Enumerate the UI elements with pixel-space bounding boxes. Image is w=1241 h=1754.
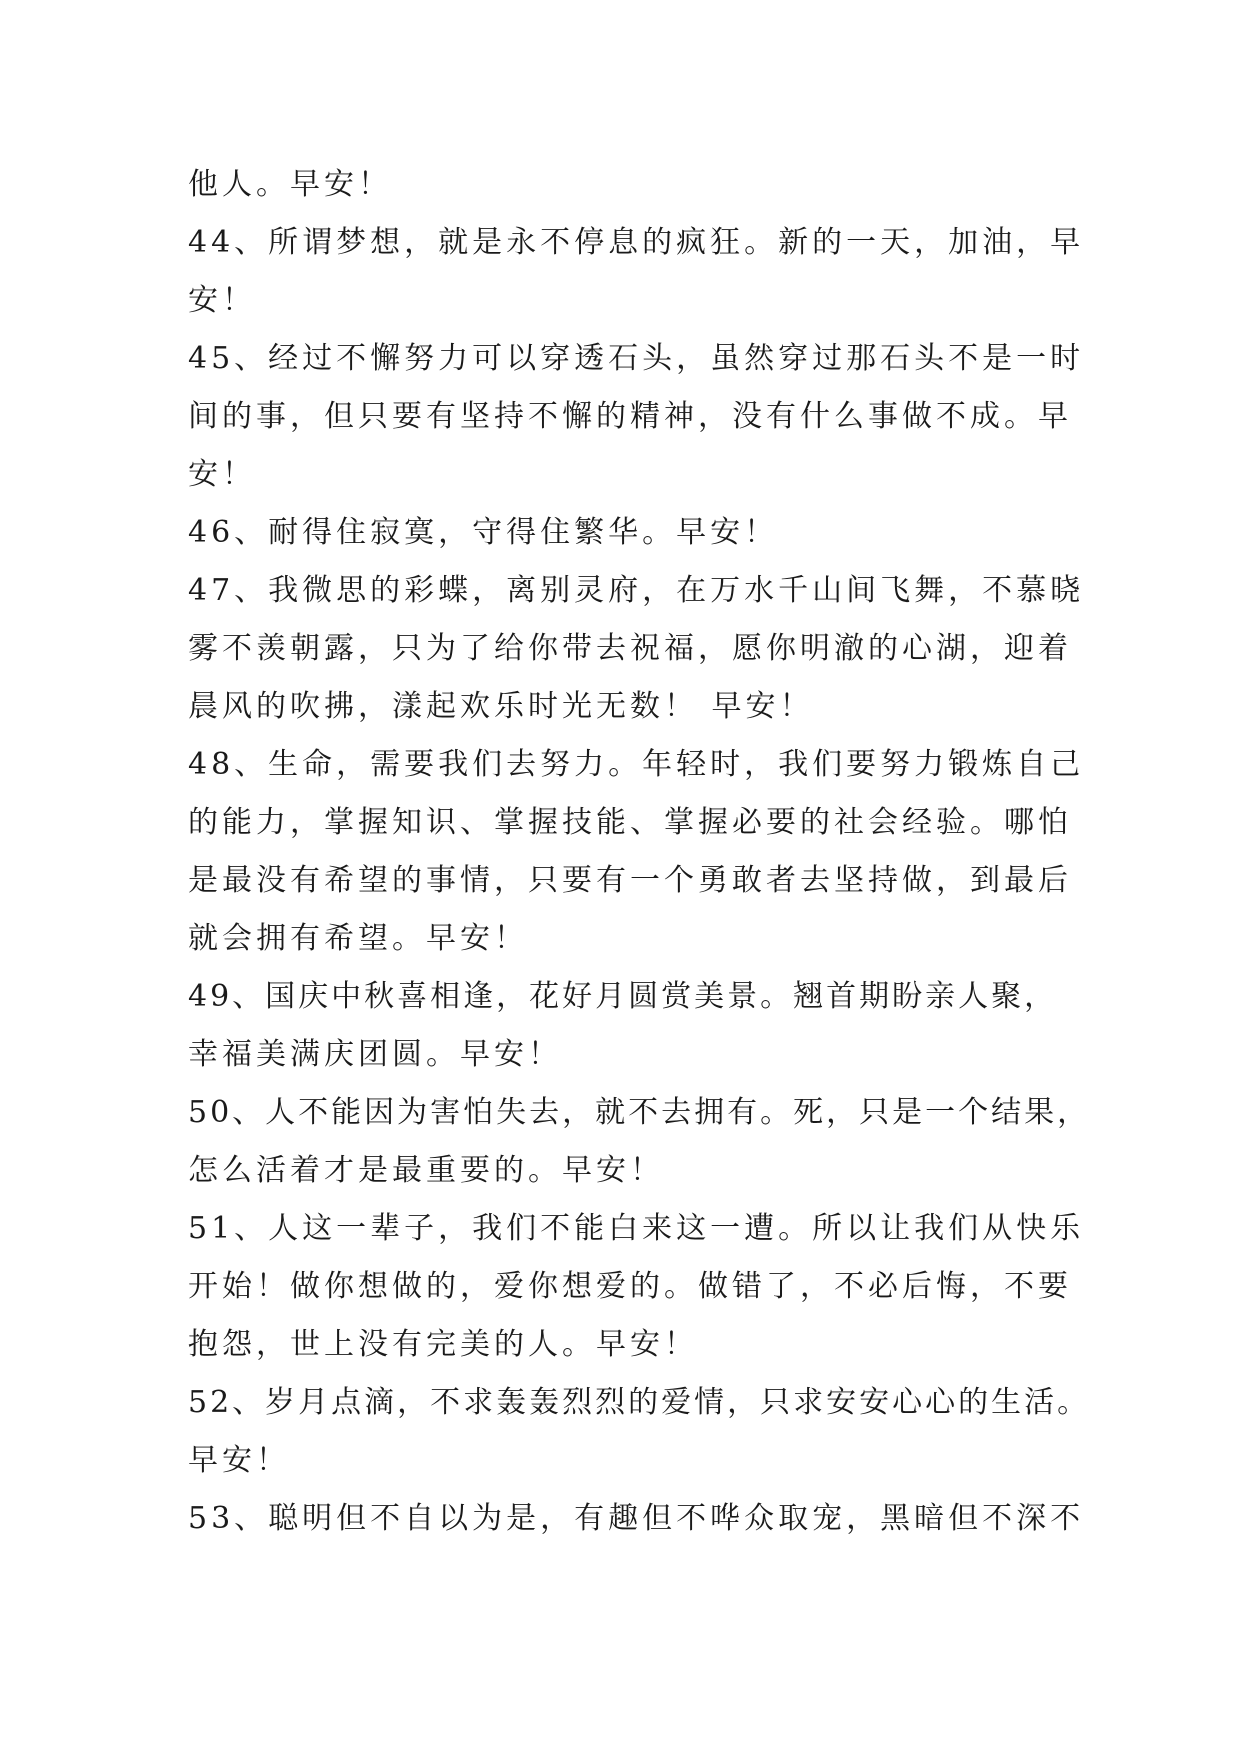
text-line: 49、国庆中秋喜相逢，花好月圆赏美景。翘首期盼亲人聚， bbox=[188, 979, 1058, 1014]
text-line: 是最没有希望的事情，只要有一个勇敢者去坚持做，到最后 bbox=[188, 863, 1072, 898]
text-line: 53、聪明但不自以为是，有趣但不哗众取宠，黑暗但不深不 bbox=[188, 1501, 1085, 1536]
text-line: 46、耐得住寂寞，守得住繁华。早安！ bbox=[188, 515, 779, 550]
text-line: 抱怨，世上没有完美的人。早安！ bbox=[188, 1327, 698, 1362]
text-line: 50、人不能因为害怕失去，就不去拥有。死，只是一个结果， bbox=[188, 1095, 1091, 1130]
text-line: 早安！ bbox=[188, 1443, 290, 1478]
text-line: 51、人这一辈子，我们不能白来这一遭。所以让我们从快乐 bbox=[188, 1211, 1085, 1246]
text-line: 的能力，掌握知识、掌握技能、掌握必要的社会经验。哪怕 bbox=[188, 805, 1072, 840]
text-line: 开始！做你想做的，爱你想爱的。做错了，不必后悔，不要 bbox=[188, 1269, 1072, 1304]
text-line: 安！ bbox=[188, 457, 256, 492]
text-line: 间的事，但只要有坚持不懈的精神，没有什么事做不成。早 bbox=[188, 399, 1072, 434]
text-line: 就会拥有希望。早安！ bbox=[188, 921, 528, 956]
text-line: 45、经过不懈努力可以穿透石头，虽然穿过那石头不是一时 bbox=[188, 341, 1085, 376]
text-line: 他人。早安！ bbox=[188, 167, 392, 202]
text-line: 幸福美满庆团圆。早安！ bbox=[188, 1037, 562, 1072]
text-line: 晨风的吹拂，漾起欢乐时光无数！ 早安！ bbox=[188, 689, 814, 724]
text-line: 52、岁月点滴，不求轰轰烈烈的爱情，只求安安心心的生活。 bbox=[188, 1385, 1091, 1420]
text-line: 48、生命，需要我们去努力。年轻时，我们要努力锻炼自己 bbox=[188, 747, 1085, 782]
text-line: 怎么活着才是最重要的。早安！ bbox=[188, 1153, 664, 1188]
text-line: 雾不羡朝露，只为了给你带去祝福，愿你明澈的心湖，迎着 bbox=[188, 631, 1072, 666]
text-line: 安！ bbox=[188, 283, 256, 318]
text-line: 47、我微思的彩蝶，离别灵府，在万水千山间飞舞，不慕晓 bbox=[188, 573, 1085, 608]
document-text-body bbox=[188, 156, 1091, 1548]
text-line: 44、所谓梦想，就是永不停息的疯狂。新的一天，加油，早 bbox=[188, 225, 1085, 260]
